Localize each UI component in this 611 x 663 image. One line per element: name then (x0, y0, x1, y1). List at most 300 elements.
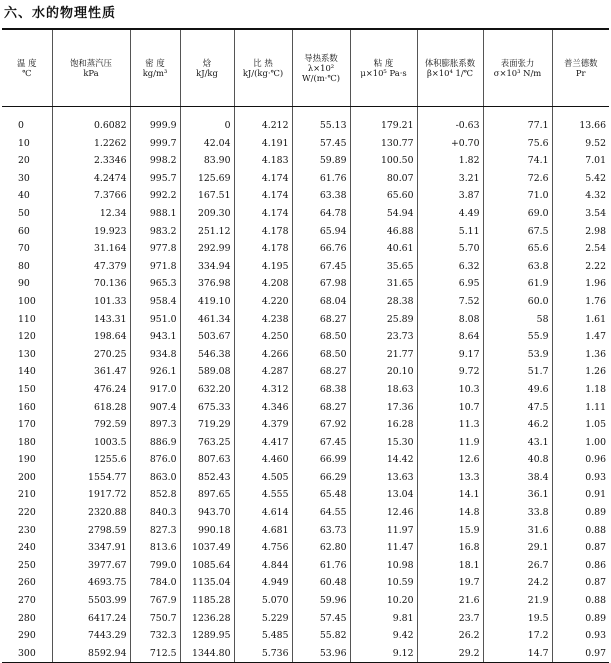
water-properties-table (2, 28, 609, 663)
table-cell: 4.379 (234, 416, 292, 434)
table-cell: 49.6 (483, 381, 552, 399)
table-cell: 3977.67 (52, 557, 130, 575)
table-cell: 64.55 (292, 504, 350, 522)
table-cell: 74.1 (483, 152, 552, 170)
table-cell: 63.38 (292, 187, 350, 205)
table-row (2, 381, 609, 399)
table-cell: 5.485 (234, 627, 292, 645)
table-cell: 67.92 (292, 416, 350, 434)
table-cell: 0.93 (552, 469, 609, 487)
table-cell: 5.42 (552, 170, 609, 188)
header-name: 焓 (202, 58, 212, 68)
table-cell: 917.0 (130, 381, 180, 399)
table-cell: 65.6 (483, 240, 552, 258)
table-cell: 110 (18, 313, 36, 325)
header-row (2, 29, 609, 107)
table-cell: 58 (483, 311, 552, 329)
table-cell: 763.25 (180, 434, 234, 452)
table-cell: 67.45 (292, 258, 350, 276)
table-cell: 589.08 (180, 363, 234, 381)
table-cell: 179.21 (350, 107, 417, 135)
table-cell: 7.52 (417, 293, 483, 311)
table-cell: 876.0 (130, 451, 180, 469)
table-cell: 732.3 (130, 627, 180, 645)
table-cell: 1135.04 (180, 574, 234, 592)
table-cell: 63.8 (483, 258, 552, 276)
table-cell: 31.6 (483, 522, 552, 540)
header-name: 普兰德数 (564, 58, 598, 68)
table-cell: 11.9 (417, 434, 483, 452)
header-name: 体积膨胀系数 (424, 58, 476, 68)
table-cell: 13.63 (350, 469, 417, 487)
table-cell: 150 (18, 383, 36, 395)
table-cell: 210 (18, 489, 36, 501)
table-cell: 998.2 (130, 152, 180, 170)
table-cell: 30 (18, 172, 30, 184)
col-header-surface-tension (483, 29, 552, 107)
table-cell: 209.30 (180, 205, 234, 223)
table-cell: 69.0 (483, 205, 552, 223)
col-header-enthalpy (180, 29, 234, 107)
table-cell: 140 (18, 366, 36, 378)
table-cell: 57.45 (292, 610, 350, 628)
table-cell: 951.0 (130, 311, 180, 329)
table-cell: 4.250 (234, 328, 292, 346)
table-cell: 10.7 (417, 399, 483, 417)
table-cell: 0.97 (552, 645, 609, 663)
table-cell: 0.89 (552, 610, 609, 628)
table-row (2, 258, 609, 276)
table-cell: 29.1 (483, 539, 552, 557)
table-cell: 1.00 (552, 434, 609, 452)
table-cell: 292.99 (180, 240, 234, 258)
table-cell: 25.89 (350, 311, 417, 329)
table-row (2, 205, 609, 223)
table-cell: 0.88 (552, 522, 609, 540)
table-cell: 220 (18, 507, 36, 519)
table-cell: 361.47 (52, 363, 130, 381)
table-cell: 5.229 (234, 610, 292, 628)
table-cell: 28.38 (350, 293, 417, 311)
table-cell: 999.9 (130, 107, 180, 135)
table-cell: 1289.95 (180, 627, 234, 645)
table-cell: 8.08 (417, 311, 483, 329)
table-cell: 1236.28 (180, 610, 234, 628)
table-cell: 0 (18, 120, 24, 131)
table-cell: 18.1 (417, 557, 483, 575)
table-cell: 9.17 (417, 346, 483, 364)
table-cell: 6.32 (417, 258, 483, 276)
table-cell: 1.11 (552, 399, 609, 417)
table-row (2, 504, 609, 522)
table-cell: +0.70 (417, 135, 483, 153)
table-cell: 7.3766 (52, 187, 130, 205)
table-cell: 4.756 (234, 539, 292, 557)
table-cell: 16.8 (417, 539, 483, 557)
table-cell: 15.30 (350, 434, 417, 452)
table-cell: 2320.88 (52, 504, 130, 522)
table-cell: 23.7 (417, 610, 483, 628)
table-cell: 35.65 (350, 258, 417, 276)
table-cell: 14.1 (417, 486, 483, 504)
table-cell: 68.38 (292, 381, 350, 399)
table-cell: 59.89 (292, 152, 350, 170)
table-cell: 907.4 (130, 399, 180, 417)
table-cell: 67.5 (483, 223, 552, 241)
table-cell: 4.32 (552, 187, 609, 205)
table-cell: 250 (18, 559, 36, 571)
table-cell: 19.5 (483, 610, 552, 628)
table-cell: 4.614 (234, 504, 292, 522)
table-cell: 0.87 (552, 539, 609, 557)
table-row (2, 107, 609, 135)
table-cell: 65.48 (292, 486, 350, 504)
table-cell: 1185.28 (180, 592, 234, 610)
table-cell: 7.01 (552, 152, 609, 170)
table-row (2, 328, 609, 346)
table-cell: 852.43 (180, 469, 234, 487)
table-cell: 21.6 (417, 592, 483, 610)
table-cell: 1.96 (552, 275, 609, 293)
table-cell: 897.65 (180, 486, 234, 504)
table-row (2, 170, 609, 188)
table-body (2, 107, 609, 663)
table-cell: 53.9 (483, 346, 552, 364)
table-cell: 240 (18, 542, 36, 554)
header-unit: σ×10³ N/m (493, 68, 542, 78)
table-cell: 4.208 (234, 275, 292, 293)
table-cell: 9.81 (350, 610, 417, 628)
table-cell: 334.94 (180, 258, 234, 276)
table-cell: 992.2 (130, 187, 180, 205)
table-cell: 0.6082 (52, 107, 130, 135)
table-cell: 70 (18, 243, 30, 255)
table-cell: 943.70 (180, 504, 234, 522)
table-cell: 4.2474 (52, 170, 130, 188)
table-cell: 750.7 (130, 610, 180, 628)
table-cell: 17.2 (483, 627, 552, 645)
table-cell: 9.72 (417, 363, 483, 381)
table-cell: 10.20 (350, 592, 417, 610)
table-cell: 14.42 (350, 451, 417, 469)
table-cell: 632.20 (180, 381, 234, 399)
table-cell: 675.33 (180, 399, 234, 417)
table-cell: 0.93 (552, 627, 609, 645)
table-cell: 813.6 (130, 539, 180, 557)
table-cell: 988.1 (130, 205, 180, 223)
header-unit: Pr (575, 68, 586, 78)
header-unit: β×10⁴ 1/℃ (426, 68, 474, 78)
table-row (2, 627, 609, 645)
table-row (2, 610, 609, 628)
table-cell: 26.7 (483, 557, 552, 575)
header-name: 饱和蒸汽压 (70, 58, 112, 68)
table-cell: 100 (18, 295, 36, 307)
table-cell: 64.78 (292, 205, 350, 223)
table-cell: 18.63 (350, 381, 417, 399)
table-cell: 143.31 (52, 311, 130, 329)
table-cell: 792.59 (52, 416, 130, 434)
table-cell: 9.52 (552, 135, 609, 153)
table-cell: 167.51 (180, 187, 234, 205)
table-cell: 230 (18, 524, 36, 536)
col-header-temperature (2, 29, 52, 107)
table-cell: 1.36 (552, 346, 609, 364)
table-cell: 2798.59 (52, 522, 130, 540)
header-unit: λ×10² W/(m·℃) (302, 63, 340, 83)
table-cell: 170 (18, 419, 36, 431)
table-cell: 70.136 (52, 275, 130, 293)
table-cell: 46.2 (483, 416, 552, 434)
table-cell: 9.42 (350, 627, 417, 645)
table-cell: 1917.72 (52, 486, 130, 504)
table-cell: 16.28 (350, 416, 417, 434)
table-cell: 852.8 (130, 486, 180, 504)
table-cell: 1255.6 (52, 451, 130, 469)
header-name: 比 热 (253, 58, 273, 68)
table-cell: 71.0 (483, 187, 552, 205)
table-cell: 1.82 (417, 152, 483, 170)
table-cell: 840.3 (130, 504, 180, 522)
table-cell: 4693.75 (52, 574, 130, 592)
table-cell: 60.0 (483, 293, 552, 311)
table-cell: -0.63 (417, 107, 483, 135)
table-cell: 24.2 (483, 574, 552, 592)
table-cell: 0.88 (552, 592, 609, 610)
col-header-prandtl (552, 29, 609, 107)
table-cell: 1.47 (552, 328, 609, 346)
table-cell: 55.9 (483, 328, 552, 346)
table-cell: 958.4 (130, 293, 180, 311)
table-cell: 31.164 (52, 240, 130, 258)
table-cell: 4.174 (234, 205, 292, 223)
table-cell: 190 (18, 454, 36, 466)
table-cell: 26.2 (417, 627, 483, 645)
table-cell: 990.18 (180, 522, 234, 540)
table-cell: 21.9 (483, 592, 552, 610)
table-cell: 17.36 (350, 399, 417, 417)
table-cell: 10.59 (350, 574, 417, 592)
table-cell: 63.73 (292, 522, 350, 540)
table-cell: 934.8 (130, 346, 180, 364)
table-cell: 0.89 (552, 504, 609, 522)
table-cell: 38.4 (483, 469, 552, 487)
table-cell: 4.174 (234, 187, 292, 205)
table-row (2, 152, 609, 170)
table-cell: 3.87 (417, 187, 483, 205)
table-cell: 1.2262 (52, 135, 130, 153)
table-cell: 23.73 (350, 328, 417, 346)
table-cell: 160 (18, 401, 36, 413)
table-row (2, 539, 609, 557)
table-cell: 61.9 (483, 275, 552, 293)
table-cell: 995.7 (130, 170, 180, 188)
table-row (2, 187, 609, 205)
table-cell: 10 (18, 137, 30, 149)
table-cell: 419.10 (180, 293, 234, 311)
table-cell: 4.417 (234, 434, 292, 452)
table-cell: 61.76 (292, 557, 350, 575)
table-cell: 999.7 (130, 135, 180, 153)
table-cell: 10.3 (417, 381, 483, 399)
table-cell: 19.7 (417, 574, 483, 592)
table-cell: 130.77 (350, 135, 417, 153)
table-cell: 1003.5 (52, 434, 130, 452)
table-cell: 80 (18, 260, 30, 272)
table-cell: 11.47 (350, 539, 417, 557)
table-cell: 198.64 (52, 328, 130, 346)
table-cell: 4.220 (234, 293, 292, 311)
table-cell: 719.29 (180, 416, 234, 434)
table-cell: 20 (18, 155, 30, 167)
table-cell: 5.11 (417, 223, 483, 241)
page-title: 六、水的物理性质 (4, 6, 117, 21)
table-cell: 3347.91 (52, 539, 130, 557)
table-cell: 20.10 (350, 363, 417, 381)
table-cell: 1.76 (552, 293, 609, 311)
header-unit: μ×10⁵ Pa·s (360, 68, 407, 78)
table-cell: 12.46 (350, 504, 417, 522)
table-cell: 9.12 (350, 645, 417, 663)
table-cell: 4.195 (234, 258, 292, 276)
table-cell: 4.183 (234, 152, 292, 170)
table-cell: 54.94 (350, 205, 417, 223)
table-cell: 1085.64 (180, 557, 234, 575)
table-cell: 1037.49 (180, 539, 234, 557)
table-cell: 300 (2, 645, 52, 663)
table-row (2, 434, 609, 452)
table-cell: 8.64 (417, 328, 483, 346)
table-cell: 2.22 (552, 258, 609, 276)
table-cell: 863.0 (130, 469, 180, 487)
table-cell: 72.6 (483, 170, 552, 188)
table-cell: 10.98 (350, 557, 417, 575)
table-cell: 983.2 (130, 223, 180, 241)
table-cell: 68.04 (292, 293, 350, 311)
table-cell: 14.8 (417, 504, 483, 522)
table-cell: 897.3 (130, 416, 180, 434)
table-cell: 57.45 (292, 135, 350, 153)
table-cell: 46.88 (350, 223, 417, 241)
table-cell: 6.95 (417, 275, 483, 293)
table-cell: 75.6 (483, 135, 552, 153)
table-cell: 0 (180, 107, 234, 135)
table-cell: 4.312 (234, 381, 292, 399)
table-cell: 926.1 (130, 363, 180, 381)
table-cell: 799.0 (130, 557, 180, 575)
table-cell: 66.29 (292, 469, 350, 487)
table-cell: 40 (18, 190, 30, 202)
table-cell: 31.65 (350, 275, 417, 293)
table-cell: 43.1 (483, 434, 552, 452)
col-header-density (130, 29, 180, 107)
table-row (2, 486, 609, 504)
table-cell: 67.45 (292, 434, 350, 452)
table-cell: 4.949 (234, 574, 292, 592)
table-cell: 2.3346 (52, 152, 130, 170)
table-row (2, 416, 609, 434)
table-cell: 4.266 (234, 346, 292, 364)
col-header-expansion (417, 29, 483, 107)
table-row (2, 592, 609, 610)
table-cell: 13.66 (552, 107, 609, 135)
table-cell: 47.5 (483, 399, 552, 417)
table-cell: 61.76 (292, 170, 350, 188)
table-cell: 376.98 (180, 275, 234, 293)
table-cell: 4.555 (234, 486, 292, 504)
table-cell: 36.1 (483, 486, 552, 504)
table-row (2, 346, 609, 364)
table-cell: 280 (18, 612, 36, 624)
table-cell: 270.25 (52, 346, 130, 364)
table-cell: 4.178 (234, 223, 292, 241)
table-row (2, 522, 609, 540)
table-cell: 60.48 (292, 574, 350, 592)
table-cell: 971.8 (130, 258, 180, 276)
table-cell: 101.33 (52, 293, 130, 311)
table-cell: 19.923 (52, 223, 130, 241)
table-cell: 12.34 (52, 205, 130, 223)
table-cell: 4.174 (234, 170, 292, 188)
table-cell: 827.3 (130, 522, 180, 540)
table-cell: 807.63 (180, 451, 234, 469)
table-row (2, 363, 609, 381)
table-row (2, 574, 609, 592)
table-cell: 784.0 (130, 574, 180, 592)
table-row (2, 469, 609, 487)
table-cell: 21.77 (350, 346, 417, 364)
table-cell: 68.27 (292, 311, 350, 329)
table-cell: 100.50 (350, 152, 417, 170)
header-name: 表面张力 (500, 58, 535, 68)
table-cell: 4.505 (234, 469, 292, 487)
table-cell: 55.82 (292, 627, 350, 645)
header-name: 密 度 (145, 58, 165, 68)
table-cell: 503.67 (180, 328, 234, 346)
table-cell: 618.28 (52, 399, 130, 417)
table-cell: 977.8 (130, 240, 180, 258)
header-unit: kPa (83, 68, 99, 78)
table-cell: 68.27 (292, 399, 350, 417)
table-cell: 4.460 (234, 451, 292, 469)
header-name: 温 度 (17, 58, 37, 68)
header-name: 粘 度 (373, 58, 394, 68)
table-cell: 251.12 (180, 223, 234, 241)
table-cell: 4.238 (234, 311, 292, 329)
table-cell: 80.07 (350, 170, 417, 188)
col-header-specific-heat (234, 29, 292, 107)
table-cell: 2.54 (552, 240, 609, 258)
table-cell: 886.9 (130, 434, 180, 452)
table-cell: 4.681 (234, 522, 292, 540)
table-cell: 767.9 (130, 592, 180, 610)
table-cell: 5503.99 (52, 592, 130, 610)
table-cell: 59.96 (292, 592, 350, 610)
table-cell: 120 (18, 331, 36, 343)
table-cell: 1.61 (552, 311, 609, 329)
table-row (2, 311, 609, 329)
table-cell: 461.34 (180, 311, 234, 329)
table-cell: 66.76 (292, 240, 350, 258)
table-cell: 14.7 (483, 645, 552, 663)
table-cell: 476.24 (52, 381, 130, 399)
table-cell: 68.50 (292, 328, 350, 346)
table-cell: 3.21 (417, 170, 483, 188)
table-row (2, 399, 609, 417)
header-unit: ℃ (22, 68, 32, 78)
table-cell: 290 (18, 630, 36, 642)
table-row (2, 557, 609, 575)
